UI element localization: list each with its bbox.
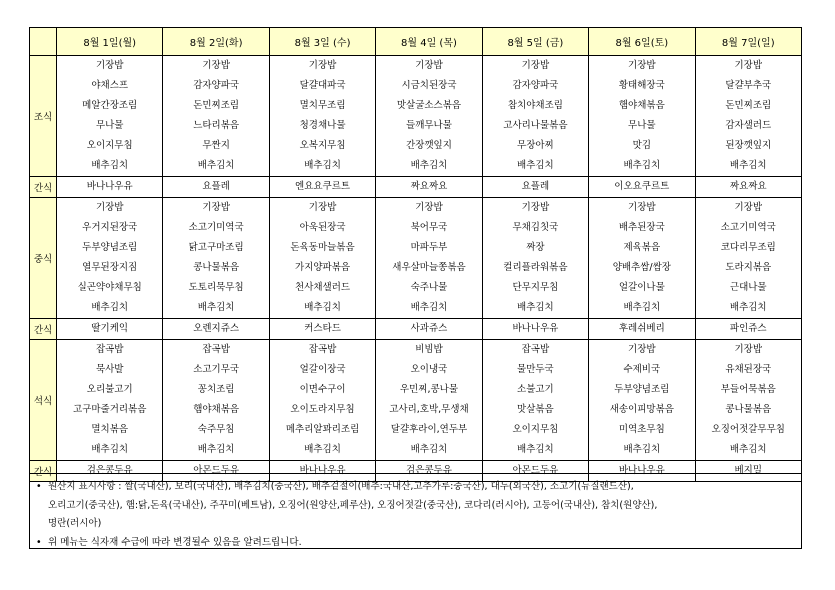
menu-item: 오이지무침 [512,424,559,435]
menu-item: 잡곡밥 [308,344,337,355]
snack-item: 딸기케익 [91,323,129,334]
menu-item: 묵사발 [95,364,124,375]
menu-item: 오리불고기 [86,384,133,395]
menu-item: 기장밥 [521,60,550,71]
corner-cell [30,28,57,56]
snack-item: 짜요짜요 [729,181,767,192]
menu-cell [376,177,482,198]
row-label-snack: 간식 [30,461,57,482]
menu-item: 천사채샐러드 [295,282,351,293]
day-header: 8월 5일 (금) [482,28,588,56]
menu-cell [57,198,163,319]
menu-item: 열무된장지짐 [82,262,138,273]
menu-item: 돈민찌조림 [193,100,240,111]
menu-item: 기장밥 [734,202,763,213]
snack-item: 바나나우유 [86,181,133,192]
snack-item: 바나나우유 [299,465,346,476]
snack-item: 엔요요쿠르트 [295,181,351,192]
menu-item: 숙주나물 [410,282,448,293]
menu-cell [163,319,269,340]
menu-item: 우거지된장국 [82,222,138,233]
menu-item: 수제비국 [623,364,661,375]
menu-cell [589,198,695,319]
bullet: • [36,481,42,492]
menu-cell [695,319,801,340]
weekly-menu-table [29,27,802,482]
menu-item: 잡곡밥 [95,344,124,355]
menu-item: 코다리무조림 [720,242,776,253]
menu-cell [269,319,375,340]
menu-cell [482,177,588,198]
menu-item: 닭고구마조림 [188,242,244,253]
menu-item: 멸치무조림 [299,100,346,111]
menu-item: 무짠지 [202,140,230,151]
menu-item: 짜장 [526,242,545,253]
menu-item: 기장밥 [415,60,443,71]
snack-item: 짜요짜요 [410,181,448,192]
day-header: 8월 1일(월) [57,28,163,56]
snack-item: 요플레 [202,181,230,192]
menu-item: 마파두부 [410,242,448,253]
menu-cell [589,340,695,461]
menu-item: 시금치된장국 [401,80,457,91]
menu-item: 달걀부추국 [725,80,772,91]
menu-item: 야채스프 [91,80,129,91]
menu-cell [482,340,588,461]
snack-item: 베지밀 [734,465,763,476]
snack-item: 검은콩두유 [406,465,452,476]
origin-line-2: 오리고기(중국산), 햄:닭,돈육(국내산), 주꾸미(베트남), 오징어(원양산,페루산), 오징어젓갈(중국산), 코다리(러시아), 고등어(국내산), 참치(원양산), [48,499,658,511]
menu-cell [589,56,695,177]
menu-item: 느타리볶음 [193,120,240,131]
menu-item: 배추김치 [729,160,767,171]
origin-note [36,478,795,497]
row-label-snack: 간식 [30,319,57,340]
menu-cell [695,340,801,461]
menu-item: 기장밥 [415,202,443,213]
change-note [36,534,795,553]
menu-item: 배추김치 [517,444,554,455]
menu-item: 얼갈이나물 [618,282,665,293]
snack-item: 후레쉬베리 [618,323,665,334]
menu-item: 양배추쌈/쌈장 [612,262,671,273]
menu-item: 기장밥 [308,202,337,213]
menu-item: 콩나물볶음 [725,404,772,415]
menu-item: 물만두국 [517,364,554,375]
menu-item: 햄야채볶음 [193,404,240,415]
menu-item: 도라지볶음 [725,262,772,273]
menu-item: 도토리묵무침 [188,282,244,293]
menu-item: 배추김치 [304,444,341,455]
menu-item: 오이냉국 [410,364,448,375]
row-label-lunch: 중식 [30,198,57,319]
menu-item: 맛김 [632,140,651,151]
menu-item: 간장깻잎지 [406,140,452,151]
menu-cell [163,177,269,198]
menu-item: 배추김치 [623,302,661,313]
menu-item: 기장밥 [628,202,656,213]
snack-item: 아몬드두유 [193,465,240,476]
menu-item: 배추김치 [410,302,448,313]
day-header: 8월 2일(화) [163,28,269,56]
snack-item: 이오요쿠르트 [614,181,670,192]
menu-cell [57,319,163,340]
menu-item: 감자샐러드 [725,120,772,131]
menu-item: 숙주무침 [197,424,235,435]
snack-item: 파인쥬스 [729,323,767,334]
menu-item: 소고기미역국 [720,222,776,233]
menu-item: 멸치볶음 [91,424,129,435]
menu-cell [695,198,801,319]
menu-item: 기장밥 [628,60,656,71]
menu-cell [57,56,163,177]
menu-item: 달걀대파국 [299,80,346,91]
row-label-dinner: 석식 [30,340,57,461]
menu-cell [589,319,695,340]
menu-item: 무나물 [628,120,656,131]
origin-line-1: 원산지 표시사항 : 쌀(국내산), 보리(국내산), 배추김치(중국산), 배추겉절이(배추:국내산,고추가루:중국산), 대두(외국산), 소고기(뉴질랜드산), [48,481,634,492]
menu-cell [269,56,375,177]
menu-item: 잡곡밥 [202,344,230,355]
origin-line-3: 명란(러시아) [48,518,102,529]
menu-item: 우민찌,콩나물 [399,384,459,395]
menu-item: 배추김치 [91,302,129,313]
day-header: 8월 6일(토) [589,28,695,56]
snack-item: 사과쥬스 [410,323,448,334]
menu-item: 두부양념조림 [82,242,138,253]
menu-item: 고사리,호박,무생채 [389,404,469,415]
menu-item: 배추김치 [197,302,235,313]
menu-item: 두부양념조림 [614,384,670,395]
menu-item: 소고기무국 [193,364,240,375]
menu-item: 돈육동마늘볶음 [290,242,355,253]
menu-item: 배추김치 [410,160,448,171]
menu-item: 무나물 [95,120,124,131]
menu-cell [57,340,163,461]
menu-item: 감자양파국 [512,80,559,91]
menu-item: 배추김치 [623,444,661,455]
menu-cell [163,56,269,177]
menu-item: 햄야채볶음 [618,100,665,111]
menu-item: 배추김치 [304,160,341,171]
menu-item: 기장밥 [628,344,656,355]
menu-item: 새우살마늘쫑볶음 [392,262,466,273]
menu-cell [376,340,482,461]
menu-item: 오복지무침 [299,140,346,151]
menu-item: 청경채나물 [299,120,346,131]
breakfast-row [30,56,802,177]
snack-item: 커스타드 [304,323,341,334]
menu-item: 꽁치조림 [197,384,235,395]
menu-item: 배추김치 [729,444,767,455]
menu-item: 배추김치 [197,160,235,171]
snack-item: 요플레 [521,181,550,192]
snack-item: 아몬드두유 [512,465,559,476]
snack-item: 오렌지쥬스 [193,323,240,334]
menu-item: 들깨무나물 [406,120,452,131]
menu-item: 배추김치 [517,160,554,171]
menu-cell [269,198,375,319]
menu-item: 미역초무침 [618,424,665,435]
menu-item: 북어무국 [410,222,448,233]
menu-item: 달걀후라이,연두부 [390,424,468,435]
menu-item: 참치야채조림 [507,100,563,111]
menu-item: 배추된장국 [618,222,665,233]
menu-cell [269,177,375,198]
menu-item: 무장아찌 [517,140,554,151]
menu-cell [163,340,269,461]
menu-item: 배추김치 [197,444,235,455]
menu-cell [269,340,375,461]
day-header: 8월 4일 (목) [376,28,482,56]
menu-cell [163,198,269,319]
menu-cell [376,56,482,177]
menu-item: 황태해장국 [618,80,665,91]
snack-pm-row [30,319,802,340]
menu-item: 새송이피망볶음 [609,404,674,415]
row-label-breakfast: 조식 [30,56,57,177]
bullet: • [36,536,42,548]
menu-cell [482,56,588,177]
menu-item: 배추김치 [729,302,767,313]
menu-item: 오이지무침 [86,140,133,151]
menu-item: 제육볶음 [623,242,661,253]
menu-item: 기장밥 [734,344,763,355]
snack-item: 바나나우유 [618,465,665,476]
menu-item: 돈민찌조림 [725,100,772,111]
menu-item: 기장밥 [95,202,124,213]
menu-cell [482,198,588,319]
menu-item: 메추리알꽈리조림 [285,424,360,435]
menu-item: 메알간장조림 [82,100,138,111]
menu-item: 배추김치 [410,444,448,455]
menu-item: 근대나물 [729,282,767,293]
header-row [30,28,802,56]
snack-am-row [30,177,802,198]
menu-item: 소고기미역국 [188,222,244,233]
menu-cell [376,198,482,319]
menu-item: 기장밥 [202,60,230,71]
menu-item: 오이도라지무침 [290,404,355,415]
menu-item: 기장밥 [202,202,230,213]
menu-item: 배추김치 [304,302,341,313]
menu-item: 배추김치 [91,160,129,171]
menu-item: 콩나물볶음 [193,262,240,273]
menu-item: 배추김치 [91,444,129,455]
menu-item: 배추김치 [623,160,661,171]
menu-item: 된장깻잎지 [725,140,772,151]
menu-item: 잡곡밥 [521,344,550,355]
menu-item: 컬리플라워볶음 [503,262,568,273]
menu-item: 실곤약야채무침 [77,282,142,293]
menu-item: 가지양파볶음 [295,262,351,273]
menu-item: 맛살굴소스볶음 [396,100,462,111]
menu-cell [57,177,163,198]
snack-item: 바나나우유 [512,323,559,334]
menu-item: 기장밥 [308,60,337,71]
lunch-row [30,198,802,319]
dinner-row [30,340,802,461]
menu-item: 이면수구이 [299,384,346,395]
menu-item: 감자양파국 [193,80,240,91]
menu-item: 비빔밥 [415,344,443,355]
menu-item: 소불고기 [517,384,554,395]
menu-cell [482,319,588,340]
menu-cell [695,177,801,198]
menu-item: 고구마줄거리볶음 [73,404,147,415]
menu-item: 유채된장국 [725,364,772,375]
menu-item: 아욱된장국 [299,222,346,233]
row-label-snack: 간식 [30,177,57,198]
snack-item: 검은콩두유 [86,465,133,476]
change-notice: 위 메뉴는 식자재 수급에 따라 변경될수 있음을 알려드립니다. [48,536,302,548]
menu-item: 오징어젓갈무무침 [711,424,785,435]
day-header: 8월 7일(일) [695,28,801,56]
menu-item: 무채김칫국 [512,222,559,233]
menu-item: 고사리나물볶음 [503,120,568,131]
menu-item: 기장밥 [95,60,124,71]
menu-item: 기장밥 [521,202,550,213]
day-header: 8월 3일 (수) [269,28,375,56]
menu-item: 부들어묵볶음 [720,384,776,395]
menu-item: 얼갈이장국 [299,364,346,375]
menu-item: 맛살볶음 [517,404,554,415]
menu-item: 단무지무침 [512,282,559,293]
menu-cell [695,56,801,177]
notes-box [29,473,802,549]
menu-cell [589,177,695,198]
menu-item: 배추김치 [517,302,554,313]
menu-item: 기장밥 [734,60,763,71]
menu-cell [376,319,482,340]
